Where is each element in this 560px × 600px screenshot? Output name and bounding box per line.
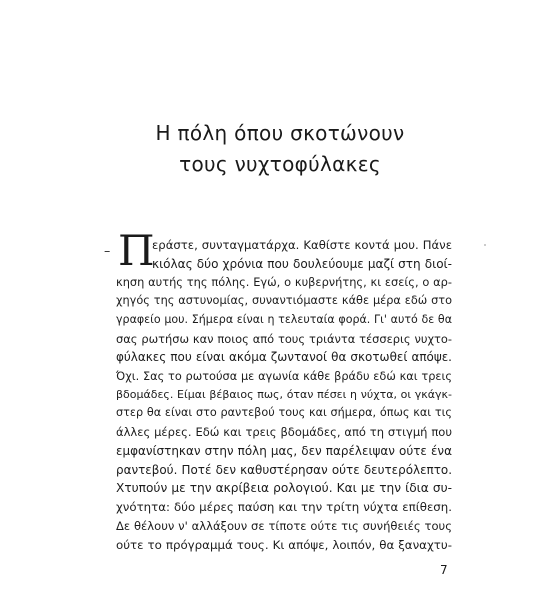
text-line: ούτε το πρόγραμμά τους. Κι απόψε, λοιπόν, θα ξαναχτυ-	[116, 537, 452, 552]
text-line: χνότητα: δύο μέρες παύση και την τρίτη νύχτα επίθεση.	[116, 500, 452, 515]
text-line: στερ θα είναι στο ραντεβού τους και σήμερα, όπως και τις	[116, 406, 452, 420]
text-line: βδομάδες. Είμαι βέβαιος πως, όταν πέσει η νύχτα, οι γκάγκ-	[116, 387, 452, 401]
chapter-title-line-2: τους νυχτοφύλακες	[179, 152, 381, 176]
text-line: εράστε, συνταγματάρχα. Καθίστε κοντά μου. Πάνε	[152, 238, 452, 252]
text-line: Όχι. Σας το ρωτούσα με αγωνία κάθε βράδυ εδώ και τρεις	[116, 369, 452, 384]
text-line: Χτυπούν με την ακρίβεια ρολογιού. Και με την ίδια συ-	[116, 481, 452, 496]
text-line: σας ρωτήσω καν ποιος από τους τριάντα τέσσερις νυχτο-	[116, 331, 452, 346]
text-line: εμφανίστηκαν στην πόλη μας, δεν παρέλειψαν ούτε ένα	[116, 443, 452, 458]
text-line: άλλες μέρες. Εδώ και τρεις βδομάδες, από τη στιγμή που	[116, 425, 452, 440]
text-line: χηγός της αστυνομίας, συναντιόμαστε κάθε μέρα εδώ στο	[116, 294, 452, 308]
drop-cap: Π	[118, 226, 155, 275]
text-line: κηση αυτής της πόλης. Εγώ, ο κυβερνήτης, κι εσείς, ο αρ-	[116, 275, 452, 290]
text-line: φύλακες που είναι ακόμα ζωντανοί θα σκοτωθεί απόψε.	[116, 350, 452, 365]
scan-speck	[484, 244, 486, 246]
text-line: κιόλας δύο χρόνια που δουλεύουμε μαζί στη διοί-	[152, 256, 452, 271]
text-line: γραφείο μου. Σήμερα είναι η τελευταία φορά. Γι' αυτό δε θα	[116, 312, 452, 326]
text-line: ραντεβού. Ποτέ δεν καθυστέρησαν ούτε δευτερόλεπτο.	[116, 462, 452, 477]
text-line: Δε θέλουν ν' αλλάξουν σε τίποτε ούτε τις συνήθειές τους	[116, 518, 452, 533]
chapter-title-line-1: Η πόλη όπου σκοτώνουν	[155, 121, 405, 145]
page-number: 7	[440, 563, 448, 577]
chapter-body-text	[104, 226, 452, 554]
dialogue-dash: –	[104, 243, 111, 258]
